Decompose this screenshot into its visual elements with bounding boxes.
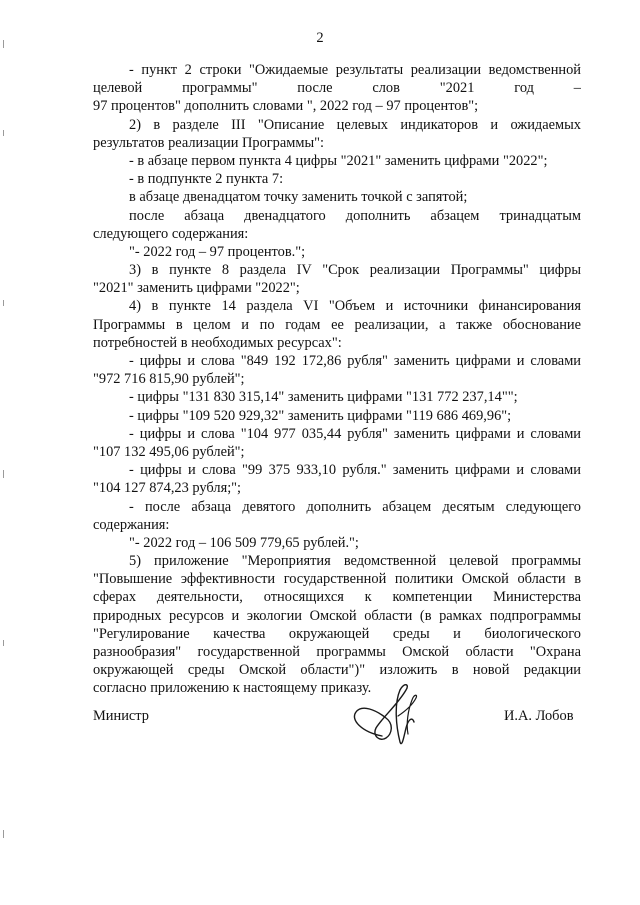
text-line: - цифры и слова "104 977 035,44 рубля" заменить цифрами и словами <box>129 425 581 442</box>
text-line: 5) приложение "Мероприятия ведомственной целевой программы <box>129 553 581 570</box>
signatory-position: Министр <box>93 708 149 724</box>
text-line: - цифры "109 520 929,32" заменить цифрами "119 686 469,96"; <box>129 407 512 424</box>
text-line: "2021" заменить цифрами "2022"; <box>93 280 300 297</box>
text-line: - цифры и слова "99 375 933,10 рубля." заменить цифрами и словами <box>129 462 581 479</box>
handwritten-signature <box>342 676 454 750</box>
text-line: разнообразия" государственной программы Омской области "Охрана <box>93 644 581 660</box>
text-line: 3) в пункте 8 раздела IV "Срок реализации Программы" цифры <box>129 262 581 279</box>
text-line: согласно приложению к настоящему приказу. <box>93 680 372 697</box>
signatory-name: И.А. Лобов <box>504 708 574 724</box>
text-line: следующего содержания: <box>93 225 249 242</box>
text-line: - после абзаца девятого дополнить абзацем десятым следующего <box>129 498 581 515</box>
text-line: - в подпункте 2 пункта 7: <box>129 171 284 188</box>
text-line: "Повышение эффективности государственной политики Омской области в <box>93 571 581 588</box>
text-line: "- 2022 год – 97 процентов."; <box>129 243 306 260</box>
text-line: результатов реализации Программы": <box>93 134 325 151</box>
scan-edge-marks <box>2 0 5 905</box>
text-line: природных ресурсов и экологии Омской области (в рамках подпрограммы <box>93 607 581 624</box>
document-body <box>93 61 581 698</box>
text-line: "- 2022 год – 106 509 779,65 рублей."; <box>129 534 359 551</box>
text-line: "104 127 874,23 рубля;"; <box>93 480 242 497</box>
text-line: 2) в разделе III "Описание целевых индикаторов и ожидаемых <box>129 116 581 133</box>
text-line: в абзаце двенадцатом точку заменить точкой с запятой; <box>129 189 468 206</box>
text-line: - пункт 2 строки "Ожидаемые результаты реализации ведомственной <box>129 62 581 78</box>
text-line: "Регулирование качества окружающей среды и биологического <box>93 625 581 642</box>
text-line: потребностей в необходимых ресурсах": <box>93 334 342 351</box>
text-line: 97 процентов" дополнить словами ", 2022 год – 97 процентов"; <box>93 98 479 115</box>
text-line: окружающей среды Омской области")" изложить в новой редакции <box>93 662 581 679</box>
text-line: 4) в пункте 14 раздела VI "Объем и источники финансирования <box>129 298 581 315</box>
page-number: 2 <box>316 30 324 46</box>
text-line: содержания: <box>93 516 170 533</box>
text-line: после абзаца двенадцатого дополнить абзацем тринадцатым <box>129 207 581 224</box>
text-line: "107 132 495,06 рублей"; <box>93 443 245 460</box>
text-line: - цифры "131 830 315,14" заменить цифрами "131 772 237,14""; <box>129 389 518 406</box>
text-line: целевой программы" после слов "2021 год – <box>93 80 581 97</box>
text-line: - в абзаце первом пункта 4 цифры "2021" заменить цифрами "2022"; <box>129 152 548 169</box>
text-line: Программы в целом и по годам ее реализации, а также обоснование <box>93 316 581 333</box>
text-line: "972 716 815,90 рублей"; <box>93 371 245 388</box>
text-line: - цифры и слова "849 192 172,86 рубля" заменить цифрами и словами <box>129 353 581 369</box>
text-line: сферах деятельности, относящихся к компетенции Министерства <box>93 589 581 606</box>
